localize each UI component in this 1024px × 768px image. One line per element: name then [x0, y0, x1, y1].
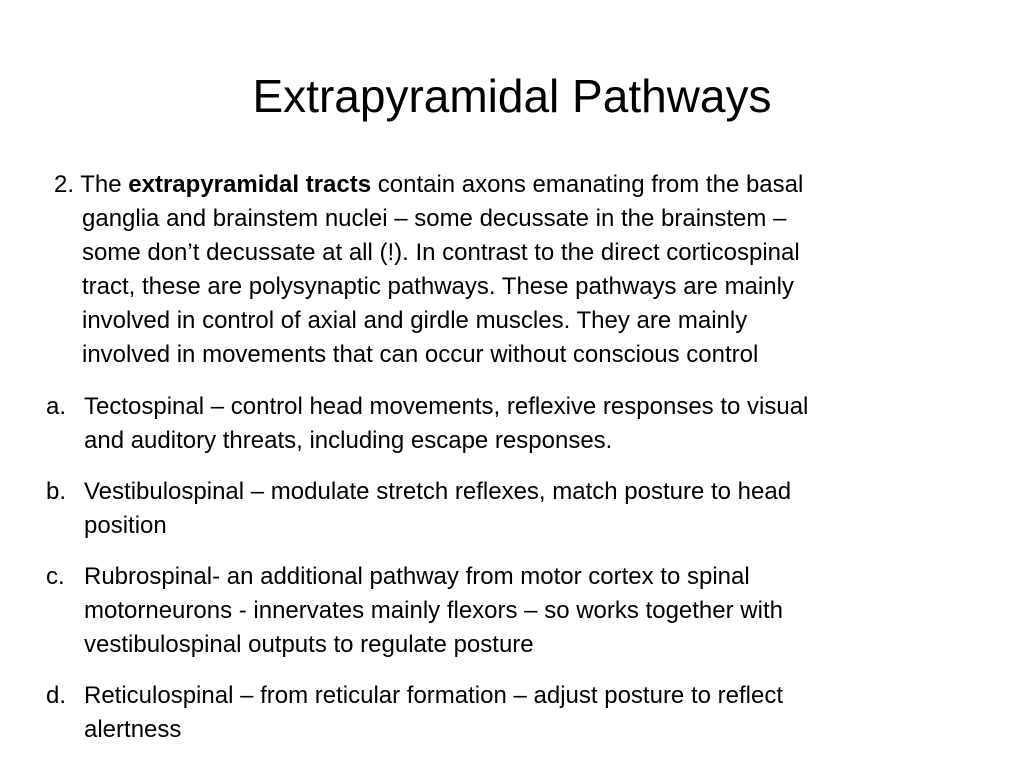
list-item-c: [46, 560, 966, 662]
list-item-a: [46, 390, 966, 458]
item-line: vestibulospinal outputs to regulate posture: [84, 631, 534, 658]
list-item-intro: [54, 168, 974, 372]
list-marker: b.: [46, 478, 67, 505]
list-item-first-line: [46, 475, 966, 509]
item-line: Vestibulospinal – modulate stretch reflexes, match posture to head: [84, 478, 792, 505]
intro-line-1: ganglia and brainstem nuclei – some decussate in the brainstem –: [82, 205, 787, 232]
item-line: alertness: [84, 716, 182, 743]
list-item-first-line: [46, 560, 966, 594]
list-item-first-line: [46, 679, 966, 713]
list-marker: 2.: [54, 171, 75, 198]
item-body: [84, 594, 966, 662]
item-line: and auditory threats, including escape responses.: [84, 427, 613, 454]
list-item-first-line: [54, 168, 974, 202]
item-line: motorneurons - innervates mainly flexors – so works together with: [84, 597, 783, 624]
list-marker: c.: [46, 563, 65, 590]
list-item-d: [46, 679, 966, 747]
item-line: Tectospinal – control head movements, reflexive responses to visual: [84, 393, 809, 420]
intro-line-4: involved in control of axial and girdle muscles. They are mainly: [82, 307, 748, 334]
intro-line-5: involved in movements that can occur without conscious control: [82, 341, 759, 368]
intro-body: [82, 202, 974, 372]
list-marker: a.: [46, 393, 67, 420]
bold-term: extrapyramidal tracts: [128, 171, 372, 198]
item-line: position: [84, 512, 167, 539]
item-line: Rubrospinal- an additional pathway from motor cortex to spinal: [84, 563, 750, 590]
list-marker: d.: [46, 682, 67, 709]
item-body: [84, 713, 966, 747]
list-item-b: [46, 475, 966, 543]
list-item-first-line: [46, 390, 966, 424]
item-body: [84, 424, 966, 458]
item-line: Reticulospinal – from reticular formation – adjust posture to reflect: [84, 682, 783, 709]
intro-line-2: some don’t decussate at all (!). In contrast to the direct corticospinal: [82, 239, 800, 266]
intro-text-prefix: The: [80, 171, 129, 198]
intro-line-0: contain axons emanating from the basal: [371, 171, 804, 198]
slide-title: Extrapyramidal Pathways: [252, 70, 772, 122]
item-body: [84, 509, 966, 543]
intro-line-3: tract, these are polysynaptic pathways. These pathways are mainly: [82, 273, 794, 300]
